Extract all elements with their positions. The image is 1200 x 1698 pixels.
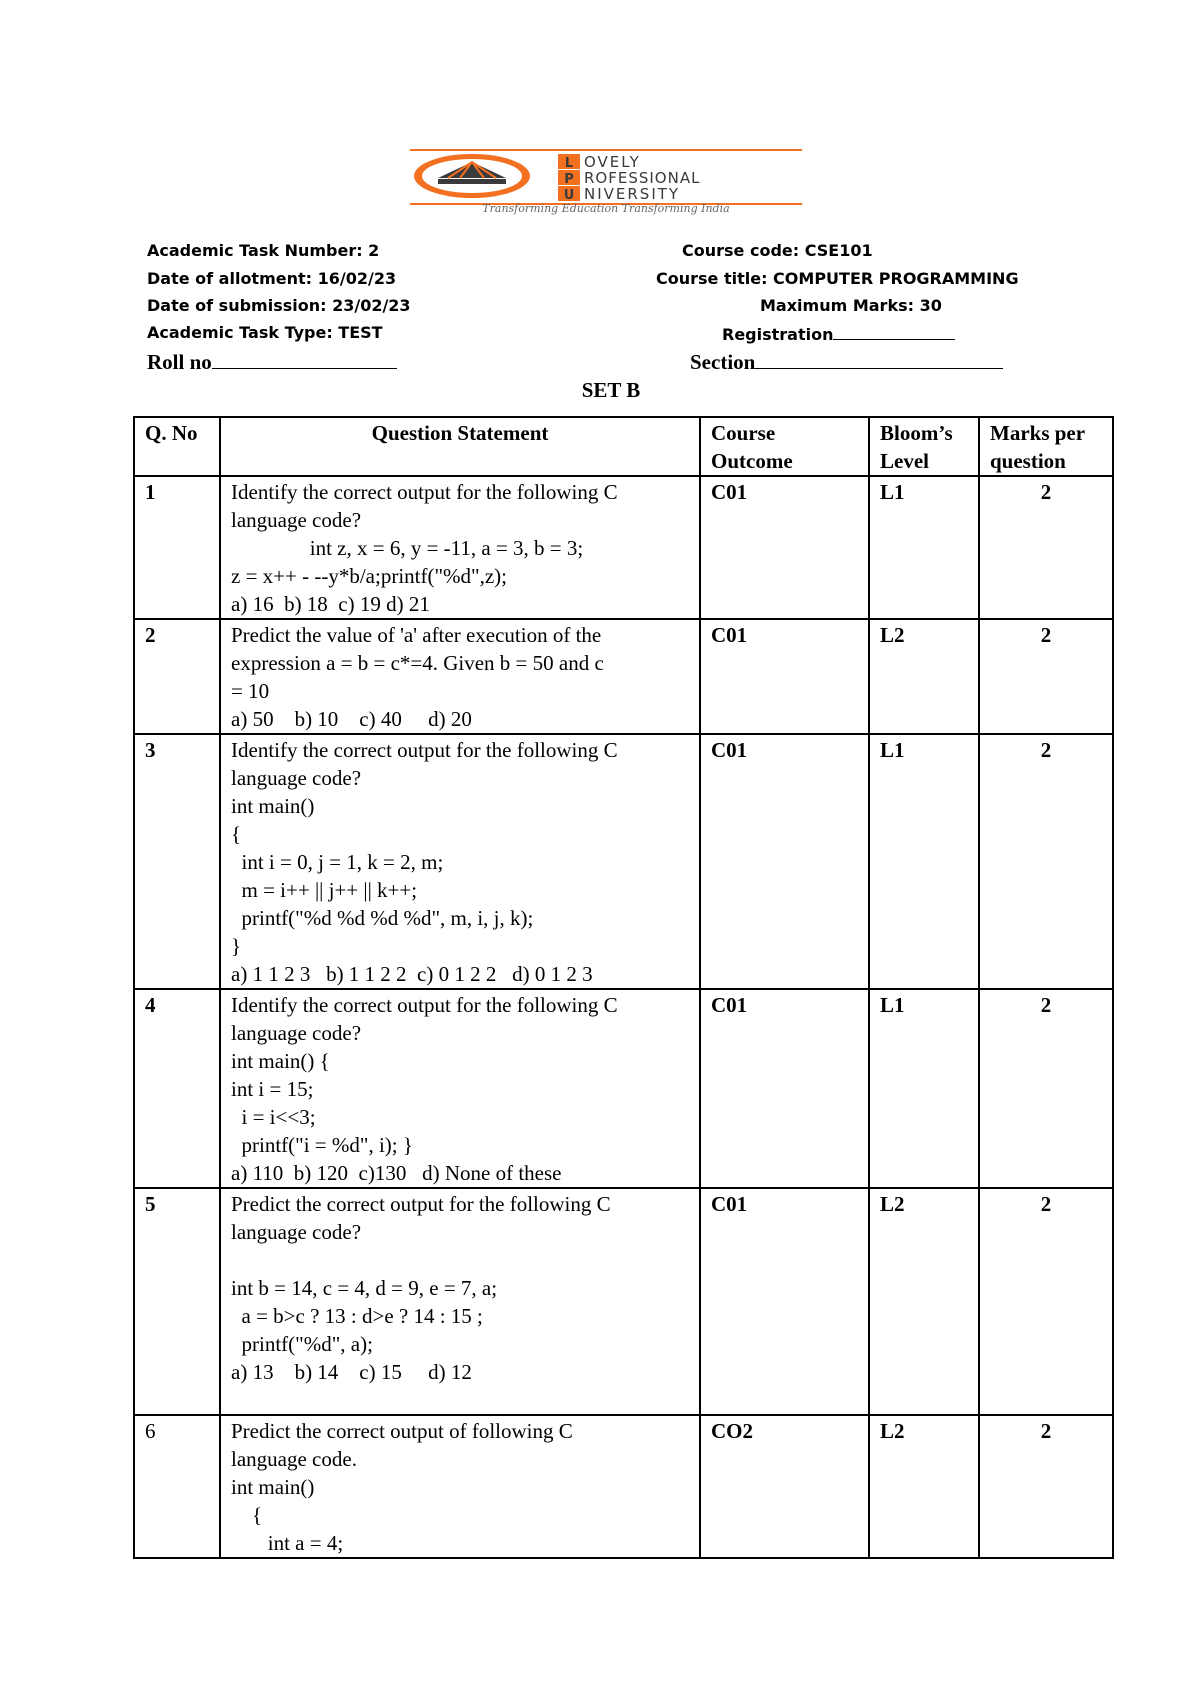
- section-field[interactable]: [690, 350, 1003, 375]
- course-outcome: C01: [700, 1188, 869, 1415]
- statement-line: z = x++ - --y*b/a;printf("%d",z);: [231, 564, 508, 588]
- table-row: [134, 1188, 1113, 1415]
- roll-no-label: Roll no: [147, 350, 212, 374]
- question-number: 4: [134, 989, 220, 1188]
- statement-line: a) 16 b) 18 c) 19 d) 21: [231, 592, 430, 616]
- statement-line: a) 1 1 2 3 b) 1 1 2 2 c) 0 1 2 2 d) 0 1 2 3: [231, 962, 593, 986]
- course-outcome: C01: [700, 989, 869, 1188]
- question-number: 5: [134, 1188, 220, 1415]
- marks-per-question: 2: [979, 1415, 1113, 1558]
- blooms-level: L2: [869, 619, 979, 734]
- statement-line: i = i<<3;: [231, 1105, 316, 1129]
- marks-per-question: 2: [979, 1188, 1113, 1415]
- statement-line: [231, 1386, 689, 1414]
- question-table: [133, 416, 1114, 1559]
- question-statement: [220, 1188, 700, 1415]
- logo-word-lovely: OVELY: [584, 153, 641, 171]
- registration-label: Registration: [722, 325, 834, 344]
- statement-line: int b = 14, c = 4, d = 9, e = 7, a;: [231, 1276, 498, 1300]
- question-number: 6: [134, 1415, 220, 1558]
- header-qno: Q. No: [134, 417, 220, 476]
- task-type: Academic Task Type: TEST: [147, 323, 383, 342]
- marks-per-question: 2: [979, 476, 1113, 619]
- statement-line: printf("i = %d", i); }: [231, 1133, 413, 1157]
- statement-line: = 10: [231, 679, 270, 703]
- logo-word-professional: ROFESSIONAL: [584, 169, 701, 187]
- statement-line: }: [231, 934, 242, 958]
- statement-line: {: [231, 822, 242, 846]
- statement-line: int main() {: [231, 1049, 330, 1073]
- statement-line: Predict the correct output for the following C: [231, 1192, 611, 1216]
- statement-line: language code?: [231, 766, 362, 790]
- statement-line: int i = 15;: [231, 1077, 314, 1101]
- logo-letter-p: P: [564, 172, 574, 187]
- header-outcome: Course Outcome: [700, 417, 869, 476]
- roll-no-blank: [212, 352, 397, 369]
- blooms-level: L2: [869, 1415, 979, 1558]
- statement-line: a = b>c ? 13 : d>e ? 14 : 15 ;: [231, 1304, 483, 1328]
- header-bloom: Bloom’s Level: [869, 417, 979, 476]
- registration-field[interactable]: [722, 323, 955, 345]
- statement-line: {: [231, 1503, 263, 1527]
- statement-line: Predict the value of 'a' after execution of the: [231, 623, 602, 647]
- maximum-marks: Maximum Marks: 30: [760, 296, 942, 315]
- question-statement: [220, 619, 700, 734]
- marks-per-question: 2: [979, 619, 1113, 734]
- statement-line: language code?: [231, 1021, 362, 1045]
- statement-line: Predict the correct output of following C: [231, 1419, 573, 1443]
- question-number: 1: [134, 476, 220, 619]
- statement-line: a) 13 b) 14 c) 15 d) 12: [231, 1360, 472, 1384]
- set-label: SET B: [581, 378, 641, 402]
- statement-line: int main(): [231, 1475, 315, 1499]
- statement-line: Identify the correct output for the following C: [231, 993, 618, 1017]
- table-row: [134, 1415, 1113, 1558]
- statement-line: [231, 1246, 689, 1274]
- question-number: 3: [134, 734, 220, 989]
- statement-line: a) 50 b) 10 c) 40 d) 20: [231, 707, 472, 731]
- lamp-emblem-icon: [414, 154, 530, 198]
- date-of-allotment: Date of allotment: 16/02/23: [147, 269, 397, 288]
- statement-line: language code.: [231, 1447, 357, 1471]
- marks-per-question: 2: [979, 734, 1113, 989]
- table-row: [134, 989, 1113, 1188]
- statement-line: int z, x = 6, y = -11, a = 3, b = 3;: [231, 536, 584, 560]
- course-outcome: C01: [700, 619, 869, 734]
- logo-letter-l: L: [564, 156, 574, 171]
- table-row: [134, 734, 1113, 989]
- logo-word-university: NIVERSITY: [584, 185, 681, 203]
- section-blank: [755, 352, 1003, 369]
- task-number: Academic Task Number: 2: [147, 241, 380, 260]
- logo-tagline: Transforming Education Transforming India: [482, 202, 730, 215]
- blooms-level: L2: [869, 1188, 979, 1415]
- statement-line: printf("%d %d %d %d", m, i, j, k);: [231, 906, 534, 930]
- statement-line: int main(): [231, 794, 315, 818]
- logo-letter-u: U: [563, 188, 575, 203]
- header-marks: Marks per question: [979, 417, 1113, 476]
- table-row: [134, 619, 1113, 734]
- statement-line: int a = 4;: [231, 1531, 344, 1555]
- statement-line: language code?: [231, 1220, 362, 1244]
- table-row: [134, 476, 1113, 619]
- statement-line: Identify the correct output for the following C: [231, 738, 618, 762]
- course-outcome: C01: [700, 476, 869, 619]
- statement-line: Identify the correct output for the following C: [231, 480, 618, 504]
- statement-line: language code?: [231, 508, 362, 532]
- statement-line: a) 110 b) 120 c)130 d) None of these: [231, 1161, 562, 1185]
- blooms-level: L1: [869, 476, 979, 619]
- table-header-row: [134, 417, 1113, 476]
- question-statement: [220, 476, 700, 619]
- marks-per-question: 2: [979, 989, 1113, 1188]
- question-number: 2: [134, 619, 220, 734]
- roll-no-field[interactable]: [147, 350, 397, 375]
- registration-blank: [833, 323, 955, 340]
- section-label: Section: [690, 350, 756, 374]
- course-title: Course title: COMPUTER PROGRAMMING: [656, 269, 1019, 288]
- question-statement: [220, 734, 700, 989]
- statement-line: int i = 0, j = 1, k = 2, m;: [231, 850, 444, 874]
- date-of-submission: Date of submission: 23/02/23: [147, 296, 411, 315]
- question-statement: [220, 989, 700, 1188]
- header-statement: Question Statement: [220, 417, 700, 476]
- question-statement: [220, 1415, 700, 1558]
- statement-line: printf("%d", a);: [231, 1332, 373, 1356]
- blooms-level: L1: [869, 989, 979, 1188]
- blooms-level: L1: [869, 734, 979, 989]
- statement-line: expression a = b = c*=4. Given b = 50 and c: [231, 651, 604, 675]
- course-outcome: C01: [700, 734, 869, 989]
- course-code: Course code: CSE101: [682, 241, 873, 260]
- course-outcome: CO2: [700, 1415, 869, 1558]
- statement-line: m = i++ || j++ || k++;: [231, 878, 418, 902]
